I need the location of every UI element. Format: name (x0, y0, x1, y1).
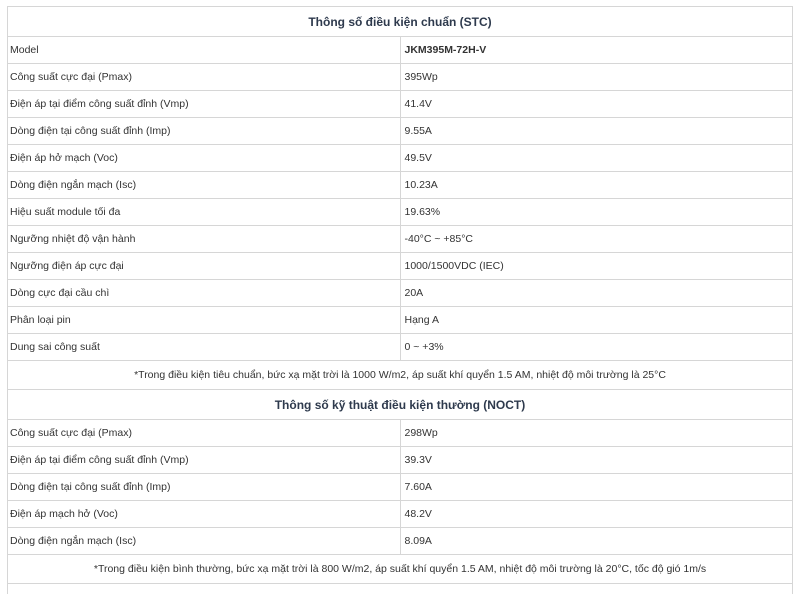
spec-label: Dòng điện ngắn mạch (Isc) (8, 528, 401, 555)
spec-label: Dòng điện tại công suất đỉnh (Imp) (8, 118, 401, 145)
table-row (8, 420, 793, 447)
spec-label: Điện áp mạch hở (Voc) (8, 501, 401, 528)
spec-value: 1000/1500VDC (IEC) (400, 253, 793, 280)
spec-value: Hạng A (400, 307, 793, 334)
table-row (8, 64, 793, 91)
spec-value: 19.63% (400, 199, 793, 226)
spec-value: 8.09A (400, 528, 793, 555)
spec-label: Hiệu suất module tối đa (8, 199, 401, 226)
table-row (8, 118, 793, 145)
spec-table (7, 6, 793, 594)
spec-label: Model (8, 37, 401, 64)
spec-label: Phân loại pin (8, 307, 401, 334)
table-continuation (8, 584, 793, 595)
spec-label: Công suất cực đại (Pmax) (8, 64, 401, 91)
stc-footnote: *Trong điều kiện tiêu chuẩn, bức xạ mặt trời là 1000 W/m2, áp suất khí quyển 1.5 AM, nhiệt độ môi trường là 25°C (8, 361, 793, 390)
spec-label: Dòng điện tại công suất đỉnh (Imp) (8, 474, 401, 501)
spec-value: 0 ~ +3% (400, 334, 793, 361)
stc-note-row (8, 361, 793, 390)
stc-section-title: Thông số điều kiện chuẩn (STC) (8, 7, 793, 37)
table-row (8, 447, 793, 474)
noct-footnote: *Trong điều kiện bình thường, bức xạ mặt trời là 800 W/m2, áp suất khí quyển 1.5 AM, nhiệt độ môi trường là 20°C, tốc độ gió 1m/s (8, 555, 793, 584)
table-row (8, 253, 793, 280)
table-row (8, 199, 793, 226)
table-row (8, 91, 793, 118)
spec-value: 9.55A (400, 118, 793, 145)
spec-value: 395Wp (400, 64, 793, 91)
table-row (8, 145, 793, 172)
table-row (8, 280, 793, 307)
spec-label: Điện áp hở mạch (Voc) (8, 145, 401, 172)
spec-label: Công suất cực đại (Pmax) (8, 420, 401, 447)
spec-value: 298Wp (400, 420, 793, 447)
spec-label: Dòng điện ngắn mạch (Isc) (8, 172, 401, 199)
noct-section-title: Thông số kỹ thuật điều kiện thường (NOCT) (8, 390, 793, 420)
table-row (8, 307, 793, 334)
spec-value: 41.4V (400, 91, 793, 118)
spec-value: 48.2V (400, 501, 793, 528)
empty-cell (8, 584, 793, 595)
spec-value: 7.60A (400, 474, 793, 501)
spec-value: -40°C ~ +85°C (400, 226, 793, 253)
spec-label: Dung sai công suất (8, 334, 401, 361)
spec-value: 10.23A (400, 172, 793, 199)
stc-header-row (8, 7, 793, 37)
table-row (8, 172, 793, 199)
spec-value: 20A (400, 280, 793, 307)
table-row (8, 37, 793, 64)
table-row (8, 528, 793, 555)
table-row (8, 474, 793, 501)
table-row (8, 334, 793, 361)
spec-value: 49.5V (400, 145, 793, 172)
spec-value: 39.3V (400, 447, 793, 474)
spec-value: JKM395M-72H-V (400, 37, 793, 64)
noct-header-row (8, 390, 793, 420)
spec-label: Ngưỡng nhiệt độ vận hành (8, 226, 401, 253)
noct-note-row (8, 555, 793, 584)
spec-label: Ngưỡng điện áp cực đại (8, 253, 401, 280)
spec-label: Điện áp tại điểm công suất đỉnh (Vmp) (8, 91, 401, 118)
spec-table-container (7, 6, 793, 594)
spec-label: Điện áp tại điểm công suất đỉnh (Vmp) (8, 447, 401, 474)
spec-label: Dòng cực đại cầu chì (8, 280, 401, 307)
table-row (8, 501, 793, 528)
table-row (8, 226, 793, 253)
